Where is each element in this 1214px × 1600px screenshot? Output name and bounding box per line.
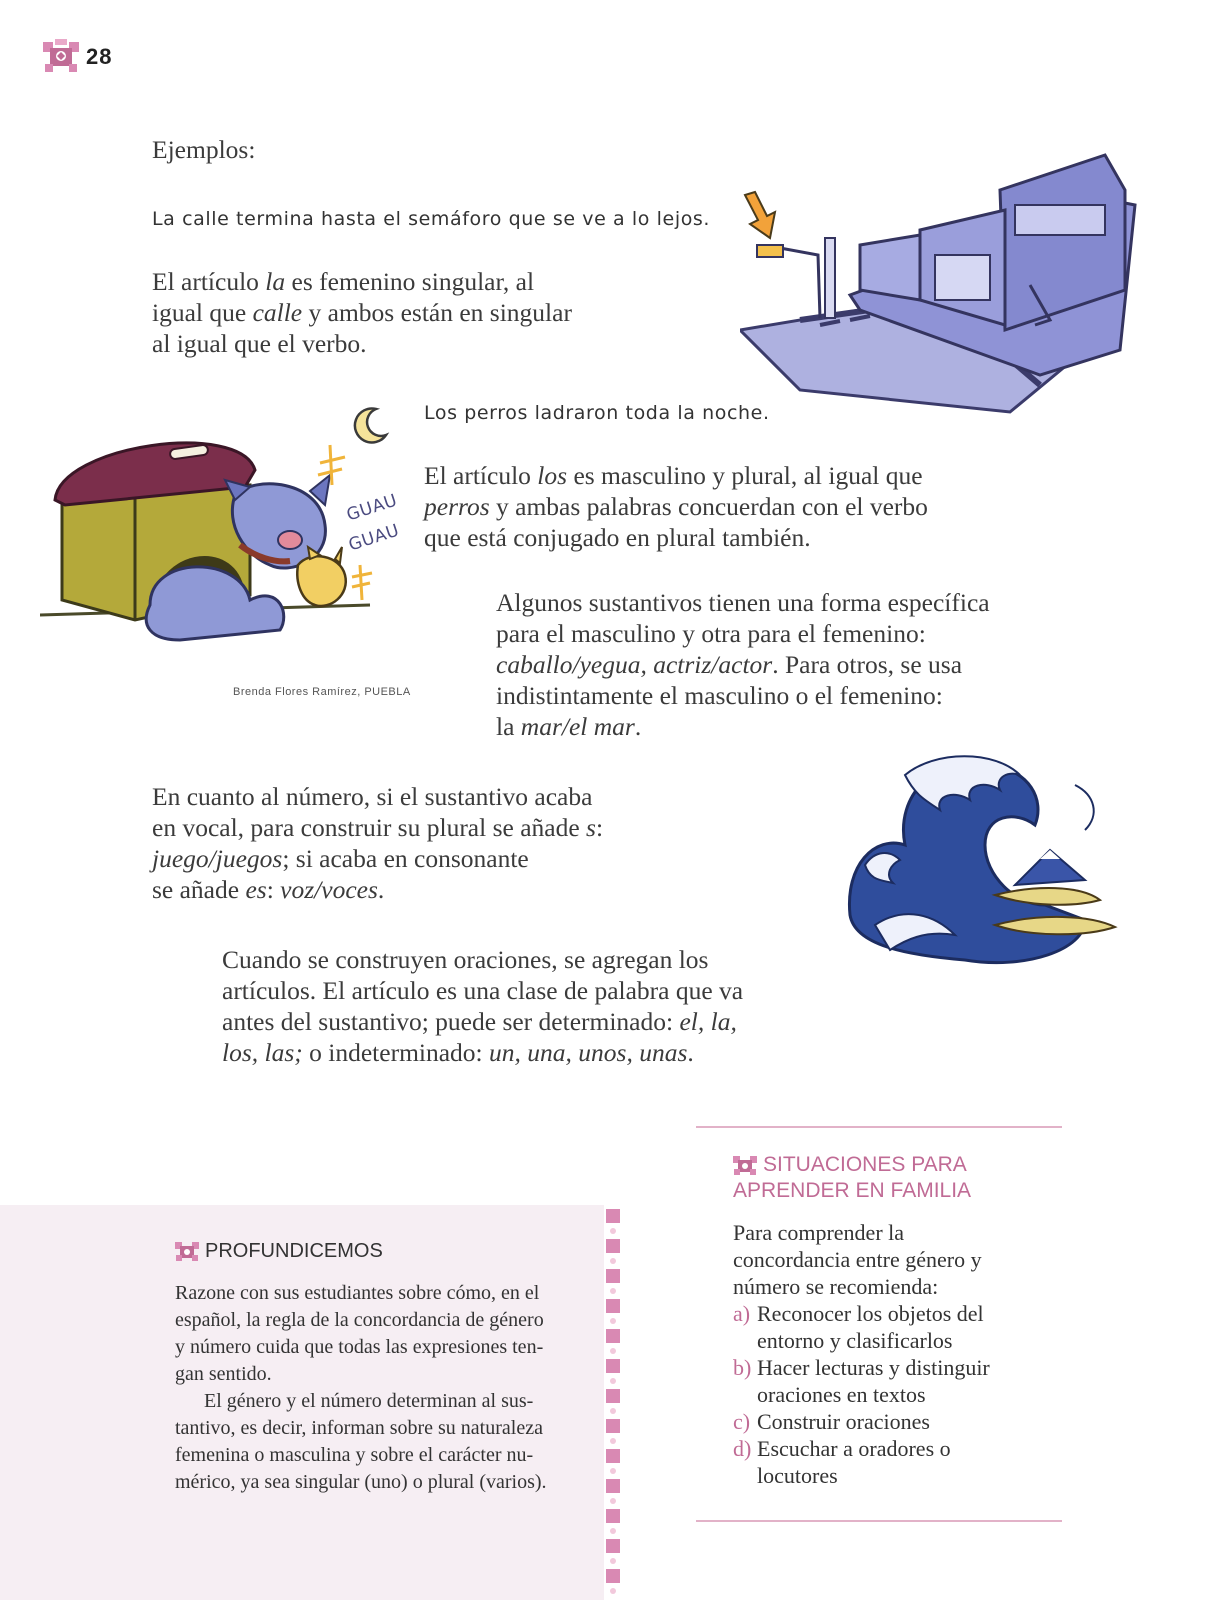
example2-explanation: El artículo los es masculino y plural, al igual que perros y ambas palabras concuerdan con el verbo que está conjugado en plural también. [424, 461, 928, 552]
articles-paragraph: Cuando se construyen oraciones, se agregan los artículos. El artículo es una clase de palabra que va antes del sustantivo; puede ser determinado: el, la, los, las; o indeterminado: un, una, unos, unas. [222, 945, 744, 1067]
examples-heading: Ejemplos: [152, 135, 256, 164]
street-illustration [740, 150, 1140, 415]
list-letter: d) [733, 1436, 752, 1461]
familia-top-rule [696, 1126, 1062, 1128]
page-number: 28 [86, 44, 113, 69]
familia-body: Para comprender la concordancia entre género y número se recomienda: a) Reconocer los objetos del entorno y clasificarlos b) Hacer lecturas y distinguir oraciones en textos c) Construir oraciones d) Escuchar a oradores o locutores [733, 1219, 1073, 1489]
familia-list-item: a) Reconocer los objetos del entorno y clasificarlos [733, 1301, 984, 1353]
familia-bottom-rule [696, 1520, 1062, 1522]
decorative-glyph-icon [42, 38, 80, 74]
example1-explanation: El artículo la es femenino singular, al igual que calle y ambos están en singular al igual que el verbo. [152, 267, 572, 358]
profundicemos-body: Razone con sus estudiantes sobre cómo, en el español, la regla de la concordancia de género y número cuida que todas las expresiones ten- gan sentido. El género y el número determinan al sus- tantivo, es decir, informan sobre su naturaleza femenina o masculina y sobre el carácter nu- mérico, ya sea singular (uno) o plural (varios). [175, 1282, 547, 1493]
list-letter: a) [733, 1301, 751, 1326]
list-letter: b) [733, 1355, 752, 1380]
decorative-glyph-icon [733, 1154, 757, 1176]
illustration-credit: Brenda Flores Ramírez, PUEBLA [233, 686, 411, 698]
wave-illustration [845, 755, 1125, 975]
decorative-glyph-icon [175, 1240, 199, 1262]
familia-title-line2: APRENDER EN FAMILIA [733, 1179, 972, 1202]
profundicemos-heading: PROFUNDICEMOS [205, 1240, 383, 1262]
familia-list-item: c) Construir oraciones [733, 1409, 930, 1434]
familia-list-item: d) Escuchar a oradores o locutores [733, 1436, 951, 1488]
familia-list-item: b) Hacer lecturas y distinguir oraciones en textos [733, 1355, 990, 1407]
familia-title-line1: SITUACIONES PARA [763, 1153, 967, 1176]
gender-paragraph: Algunos sustantivos tienen una forma específica para el masculino y otra para el femenino: caballo/yegua, actriz/actor. Para otros, se usa indistintamente el masculino o el femenino: la mar/el mar. [496, 588, 990, 741]
example1-sentence: La calle termina hasta el semáforo que se ve a lo lejos. [152, 208, 711, 230]
dog-sound-2: GUAU [346, 520, 402, 556]
decorative-pattern-strip [604, 1205, 622, 1600]
list-letter: c) [733, 1409, 751, 1434]
dog-sound-1: GUAU [344, 490, 400, 526]
example2-sentence: Los perros ladraron toda la noche. [424, 402, 770, 424]
number-paragraph: En cuanto al número, si el sustantivo acaba en vocal, para construir su plural se añade s: juego/juegos; si acaba en consonante se añade es: voz/voces. [152, 782, 604, 904]
